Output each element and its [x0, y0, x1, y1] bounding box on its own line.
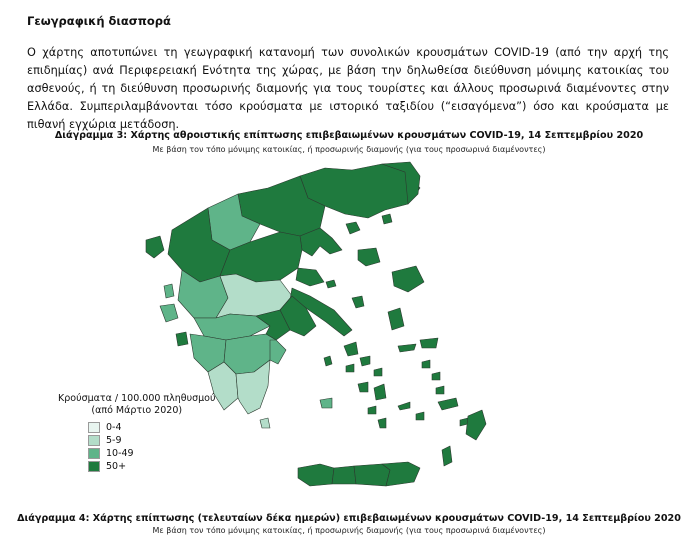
legend-item [88, 460, 215, 473]
region-tinos [360, 356, 370, 366]
region-milos [320, 398, 332, 408]
legend-label: 10-49 [106, 448, 134, 459]
legend-label: 5-9 [106, 435, 122, 446]
legend-swatch [88, 435, 100, 446]
region-andros [344, 342, 358, 356]
legend-title: Κρούσματα / 100.000 πληθυσμού [58, 393, 216, 404]
region-kefalonia [160, 304, 178, 322]
diagram4-subtitle: Με βάση τον τόπο μόνιμης κατοικίας, ή προσωρινής διαμονής (για τους προσωρινά διαμένοντες) [152, 526, 546, 535]
region-chios [388, 308, 404, 330]
region-paros [358, 382, 368, 392]
legend-label: 50+ [106, 461, 127, 472]
region-ios [368, 406, 376, 414]
region-kos [438, 398, 458, 410]
region-corfu [146, 236, 164, 258]
diagram3-title: Διάγραμμα 3: Χάρτης αθροιστικής επίπτωσης επιβεβαιωμένων κρουσμάτων COVID-19, 14 Σεπτεμβρίου 2020 [54, 130, 644, 141]
region-syros [346, 364, 354, 372]
region-crete-rethymno [332, 466, 356, 484]
map-legend [58, 393, 215, 473]
legend-item [88, 447, 215, 460]
region-leros [432, 372, 440, 380]
region-astypalea [416, 412, 424, 420]
diagram3-subtitle: Με βάση τον τόπο μόνιμης κατοικίας, ή προσωρινής διαμονής (για τους προσωρινά διαμένοντες) [152, 145, 546, 154]
region-crete-chania [298, 464, 334, 486]
region-patmos [422, 360, 430, 368]
legend-item [88, 434, 215, 447]
region-lesvos [392, 266, 424, 292]
section-title: Γεωγραφική διασπορά [27, 14, 171, 28]
region-argolida [270, 340, 286, 364]
region-thasos [346, 222, 360, 234]
region-naxos [374, 384, 386, 400]
region-kea [324, 356, 332, 366]
legend-swatch [88, 461, 100, 472]
region-karpathos [442, 446, 452, 466]
region-ikaria [398, 344, 416, 352]
legend-swatch [88, 422, 100, 433]
legend-label: 0-4 [106, 422, 122, 433]
region-samos [420, 338, 438, 348]
region-rhodes [466, 410, 486, 440]
region-zakynthos [176, 332, 188, 346]
intro-paragraph: Ο χάρτης αποτυπώνει τη γεωγραφική κατανομή των συνολικών κρουσμάτων COVID-19 (από την αρχή της επιδημίας) ανά Περιφερειακή Ενότητα της χώρας, με βάση την δηλωθείσα διεύθυνση μόνιμης κατοικίας του ασθενούς, ή τη διεύθυνση προσωρινής διαμονής για τους τουρίστες και άλλους προσωρινά διαμένοντες στην Ελλάδα. Συμπεριλαμβάνονται τόσο κρούσματα με ιστορικό ταξιδίου (“εισαγόμενα”) όσο και κρούσματα με πιθανή εγχώρια μετάδοση. [27, 46, 669, 131]
region-amorgos [398, 402, 410, 410]
legend-item [88, 421, 215, 434]
region-santorini [378, 418, 386, 428]
region-kythira [260, 418, 270, 428]
legend-swatch [88, 448, 100, 459]
region-magnesia [296, 268, 324, 286]
legend-subtitle: (από Μάρτιο 2020) [91, 405, 183, 416]
region-samothraki [382, 214, 392, 224]
region-kalymnos [436, 386, 444, 394]
region-mykonos [374, 368, 382, 376]
region-skyros [352, 296, 364, 308]
region-crete-heraklion [354, 464, 390, 486]
region-lefkada [164, 284, 174, 298]
region-skiathos [326, 280, 336, 288]
diagram4-title: Διάγραμμα 4: Χάρτης επίπτωσης (τελευταίων δέκα ημερών) επιβεβαιωμένων κρουσμάτων COVID-19, 14 Σεπτεμβρίου 2020 [17, 513, 681, 524]
region-lemnos [358, 248, 380, 266]
